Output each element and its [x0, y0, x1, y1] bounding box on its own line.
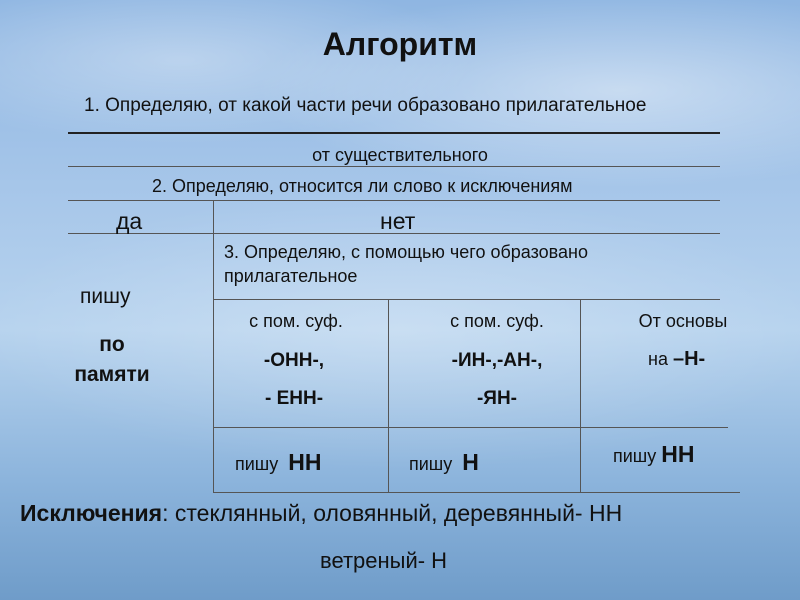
divider-under-step2	[68, 200, 720, 201]
col3-line1	[648, 348, 705, 371]
col3-header: От основы	[638, 311, 728, 331]
col3-result-prefix: пишу	[613, 446, 657, 466]
step-1-text: 1. Определяю, от какой части речи образовано прилагательное	[84, 95, 647, 116]
col3-result	[613, 441, 695, 468]
exception-2: ветреный- Н	[320, 548, 448, 573]
col2-result-prefix: пишу	[409, 454, 453, 474]
exceptions-line	[20, 500, 622, 527]
vertical-divider-col2	[388, 299, 389, 493]
exceptions-text: : стеклянный, оловянный, деревянный- НН	[162, 500, 623, 526]
col3-line1-prefix: на	[648, 349, 673, 369]
no-label: нет	[380, 208, 416, 234]
left-write-label: пишу	[80, 285, 131, 308]
col1-suffix-1: -ОНН-,	[263, 350, 325, 371]
col2-suffix-2: -ЯН-	[476, 388, 518, 409]
from-noun-text: от существительного	[312, 145, 488, 165]
col1-result	[235, 449, 322, 476]
left-memory-label: по памяти	[74, 333, 150, 386]
col1-header: с пом. суф.	[249, 311, 343, 331]
slide-title: Алгоритм	[322, 26, 478, 62]
step-3-text: 3. Определяю, с помощью чего образовано прилагательное	[224, 242, 588, 286]
col3-result-value: НН	[661, 441, 695, 467]
col1-suffix-2: - ЕНН-	[264, 388, 324, 409]
col1-result-prefix: пишу	[235, 454, 279, 474]
divider-thick	[68, 132, 720, 134]
col2-suffix-1: -ИН-,-АН-,	[451, 350, 543, 371]
yes-label: да	[116, 208, 143, 234]
col2-header: с пом. суф.	[450, 311, 544, 331]
divider-under-noun	[68, 166, 720, 167]
col3-line1-value: –Н-	[672, 348, 706, 370]
vertical-divider-main	[213, 200, 214, 493]
divider-under-step3	[213, 299, 720, 300]
exceptions-label: Исключения	[20, 500, 163, 526]
divider-results-top	[213, 427, 728, 428]
col1-result-value: НН	[288, 449, 322, 475]
divider-results-bottom	[213, 492, 740, 493]
col2-result-value: Н	[462, 449, 479, 475]
col2-result	[409, 449, 479, 476]
vertical-divider-col3	[580, 299, 581, 493]
step-2-text: 2. Определяю, относится ли слово к исключениям	[152, 176, 573, 196]
